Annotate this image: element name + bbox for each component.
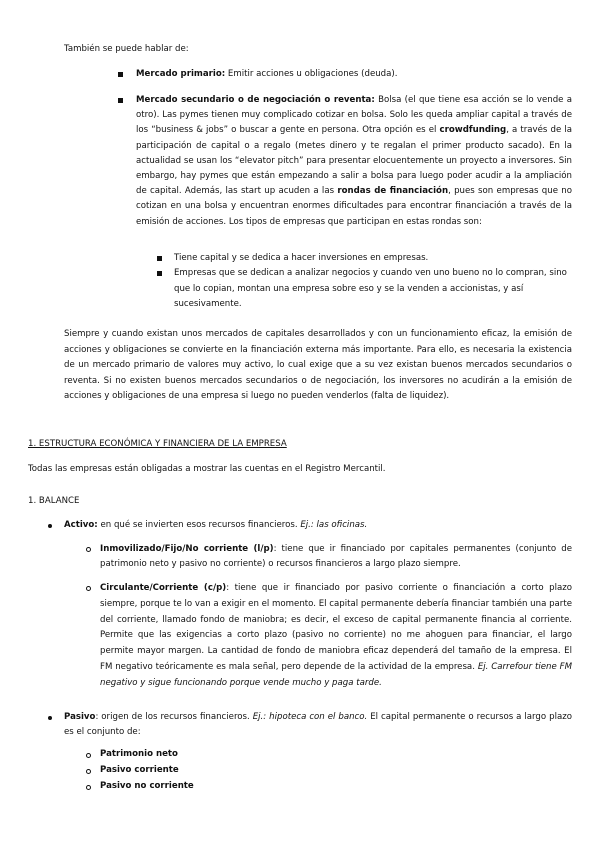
circulante-item [100, 581, 572, 692]
mercado-primario-text: Emitir acciones u obligaciones (deuda). [225, 69, 398, 79]
circle-bullet-icon [86, 547, 91, 552]
circulante-text: : tiene que ir financiado por pasivo corriente o financiación a corto plazo siempre, porque te lo van a exigir en el momento. El capital permanente debería financiar también una parte del corriente, llamado fondo de maniobra; es decir, el exceso de capital permanente financia al corriente. Permite que las exigencias a corto plazo (pasivo no corriente) no me ahoguen para financiar, el largo permite mayor margen. La cantidad de fondo de maniobra eficaz dependerá del tamaño de la empresa. El FM negativo teóricamente es mala señal, pero depende de la actividad de la empresa. [100, 583, 572, 672]
mercado-secundario-item [136, 93, 572, 230]
pasivo-list-item [100, 747, 178, 762]
square-bullet-icon [157, 256, 162, 261]
body-paragraph: Siempre y cuando existan unos mercados de capitales desarrollados y con un funcionamiento eficaz, la emisión de acciones y obligaciones se convierte en la financiación externa más importante. Para ello, es necesaria la existencia de un mercado primario de valores muy activo, lo cual exige que a su vez existan buenos mercados secundarios o reventa. Si no existen buenos mercados secundarios o de negociación, los inversores no acudirán a la emisión de acciones y obligaciones de una empresa si luego no pueden venderlos (falta de liquidez). [64, 329, 572, 402]
pasivo-list-item [100, 779, 194, 794]
square-bullet-icon [118, 98, 123, 103]
inmovilizado-text: : tiene que ir financiado por capitales permanentes (conjunto de patrimonio neto y pasivo no corriente) o recursos financieros a largo plazo siempre. [100, 544, 572, 569]
activo-example: Ej.: las oficinas. [300, 520, 368, 530]
pasivo-no-corriente-label: Pasivo no corriente [100, 781, 194, 791]
section-intro: Todas las empresas están obligadas a mostrar las cuentas en el Registro Mercantil. [28, 464, 386, 474]
circle-bullet-icon [86, 769, 91, 774]
pasivo-term: Pasivo [64, 712, 96, 722]
circle-bullet-icon [86, 586, 91, 591]
pasivo-text: : origen de los recursos financieros. [95, 712, 253, 722]
intro-text: También se puede hablar de: [64, 44, 189, 54]
activo-text: en qué se invierten esos recursos financieros. [97, 520, 301, 530]
round-bullet-icon [48, 716, 52, 720]
round-bullet-icon [48, 524, 52, 528]
pasivo-item [64, 710, 572, 740]
patrimonio-neto-label: Patrimonio neto [100, 749, 178, 759]
activo-term: Activo: [64, 520, 98, 530]
pasivo-corriente-label: Pasivo corriente [100, 765, 179, 775]
circulante-term: Circulante/Corriente (c/p) [100, 583, 227, 593]
mercado-primario-term: Mercado primario: [136, 69, 226, 79]
sub-item-1: Tiene capital y se dedica a hacer inversiones en empresas. [174, 253, 429, 263]
rondas-financiacion-term: rondas de financiación [337, 186, 449, 197]
inmovilizado-term: Inmovilizado/Fijo/No corriente (l/p) [100, 544, 274, 554]
pasivo-text-2: El capital permanente o recursos a largo plazo es el conjunto de: [64, 712, 572, 737]
balance-heading: 1. BALANCE [28, 496, 80, 506]
inmovilizado-item [100, 542, 572, 572]
mercado-secundario-text-1: Bolsa (el que tiene esa acción se lo vende a otro). Las pymes tienen muy complicado cotizar en bolsa. Solo les queda ampliar capital a través de los “business & jobs” o buscar a gente en persona. Otra opción es el [136, 95, 572, 136]
mercado-secundario-term: Mercado secundario o de negociación o reventa: [136, 95, 375, 105]
circulante-example: Ej. Carrefour tiene FM negativo y sigue funcionando porque vende mucho y paga tarde. [100, 661, 573, 688]
section-heading: 1. ESTRUCTURA ECONÓMICA Y FINANCIERA DE LA EMPRESA [28, 439, 287, 449]
square-bullet-icon [118, 72, 123, 77]
mercado-primario-item [136, 67, 572, 82]
circle-bullet-icon [86, 785, 91, 790]
pasivo-example: Ej.: hipoteca con el banco. [252, 712, 368, 722]
square-bullet-icon [157, 271, 162, 276]
sub-item-2: Empresas que se dedican a analizar negocios y cuando ven uno bueno no lo compran, sino que lo copian, montan una empresa sobre eso y se la venden a accionistas, y así sucesivamente. [174, 268, 567, 309]
mercado-secundario-text-3: , pues son empresas que no cotizan en una bolsa y encuentran enormes dificultades para encontrar financiación a través de la emisión de acciones. Los tipos de empresas que participan en estas rondas son: [136, 186, 572, 227]
crowdfunding-term: crowdfunding [439, 125, 507, 136]
pasivo-list-item [100, 763, 179, 778]
mercado-secundario-text-2: , a través de la participación de capital o a regalo (metes dinero y te regalan el primer producto sacado). En la actualidad se usan los “elevator pitch” para presentar elocuentemente un proyecto a inversores. Sin embargo, hay pymes que están empezando a salir a bolsa para luego poder acudir a la ampliación de capital. Además, las start up acuden a las [136, 125, 572, 197]
circle-bullet-icon [86, 753, 91, 758]
activo-item [64, 518, 572, 533]
